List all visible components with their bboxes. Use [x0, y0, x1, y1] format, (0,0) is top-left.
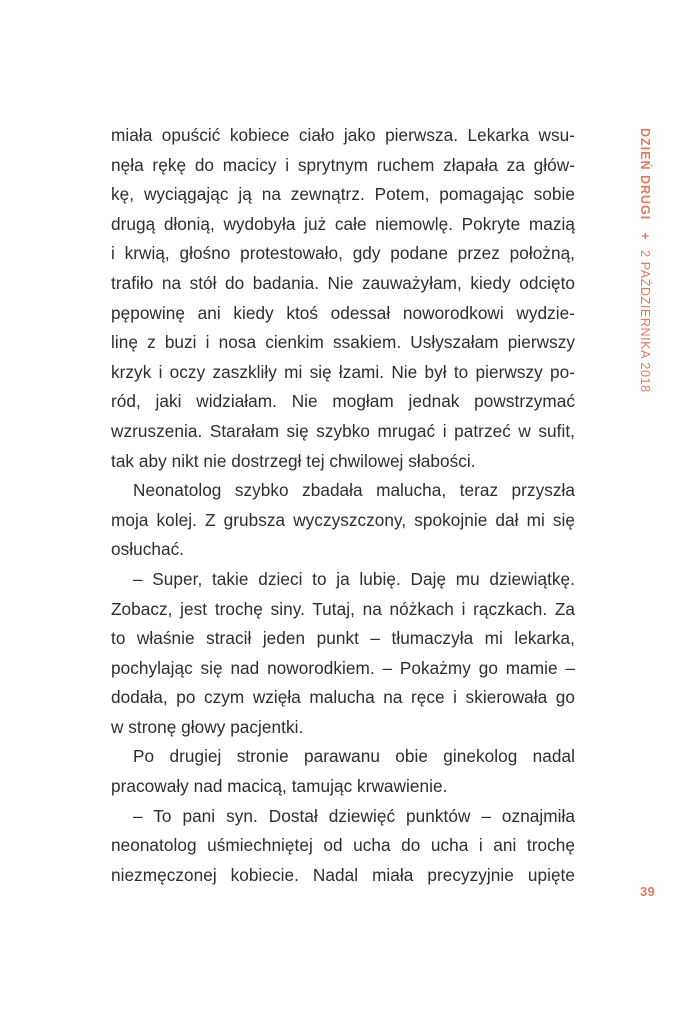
text-line: drugą dłonią, wydobyła już całe niemowlę. Pokryte mazią	[111, 213, 575, 234]
chapter-date: 2 PAŹDZIERNIKA 2018	[638, 250, 652, 393]
text-line-paragraph-end: w stronę głowy pacjentki.	[111, 716, 304, 737]
text-line: pochylając się nad noworodkiem. – Pokażmy go mamie –	[111, 657, 575, 678]
text-line: moja kolej. Z grubsza wyczyszczony, spokojnie dał mi się	[111, 509, 575, 530]
text-line: ród, jaki widziałam. Nie mogłam jednak powstrzymać	[111, 391, 575, 412]
text-line-paragraph-start: Neonatolog szybko zbadała malucha, teraz przyszła	[133, 480, 575, 501]
text-line-paragraph-end: osłuchać.	[111, 539, 185, 560]
text-line: kę, wyciągając ją na zewnątrz. Potem, pomagając sobie	[111, 184, 575, 205]
text-line: trafiło na stół do badania. Nie zauważyłam, kiedy odcięto	[111, 272, 575, 293]
text-line: to właśnie stracił jeden punkt – tłumaczyła mi lekarka,	[111, 628, 575, 649]
text-line: miała opuścić kobiece ciało jako pierwsza. Lekarka wsu-	[111, 125, 575, 145]
text-line: wzruszenia. Starałam się szybko mrugać i patrzeć w sufit,	[111, 420, 575, 441]
text-line-paragraph-start: Po drugiej stronie parawanu obie ginekolog nadal	[133, 746, 575, 767]
body-text	[111, 121, 575, 890]
text-line: Zobacz, jest trochę siny. Tutaj, na nóżkach i rączkach. Za	[111, 598, 575, 619]
text-line: krzyk i oczy zaszkliły mi się łzami. Nie był to pierwszy po-	[111, 361, 575, 382]
text-line: niezmęczonej kobiecie. Nadal miała precyzyjnie upięte	[111, 864, 575, 885]
chapter-title: DZIEŃ DRUGI	[638, 128, 652, 221]
text-line: linę z buzi i nosa cienkim ssakiem. Usłyszałam pierwszy	[111, 332, 575, 353]
text-line: dodała, po czym wzięła malucha na ręce i skierowała go	[111, 687, 575, 708]
text-line: pępowinę ani kiedy ktoś odessał noworodkowi wydzie-	[111, 302, 575, 323]
text-line: i krwią, głośno protestowało, gdy podane przez położną,	[111, 243, 575, 264]
text-line: neonatolog uśmiechniętej od ucha do ucha i ani trochę	[111, 835, 575, 856]
page-number: 39	[640, 884, 656, 899]
text-line: nęła rękę do macicy i sprytnym ruchem złapała za głów-	[111, 154, 575, 175]
text-line-dialogue-start: – Super, takie dzieci to ja lubię. Daję mu dziewiątkę.	[133, 568, 575, 589]
running-head	[634, 128, 656, 393]
text-line-paragraph-end: tak aby nikt nie dostrzegł tej chwilowej słabości.	[111, 450, 476, 471]
text-line-paragraph-end: pracowały nad macicą, tamując krwawienie.	[111, 776, 448, 797]
text-line-dialogue-start: – To pani syn. Dostał dziewięć punktów – oznajmiła	[133, 805, 575, 826]
plus-separator-icon: +	[638, 232, 652, 241]
